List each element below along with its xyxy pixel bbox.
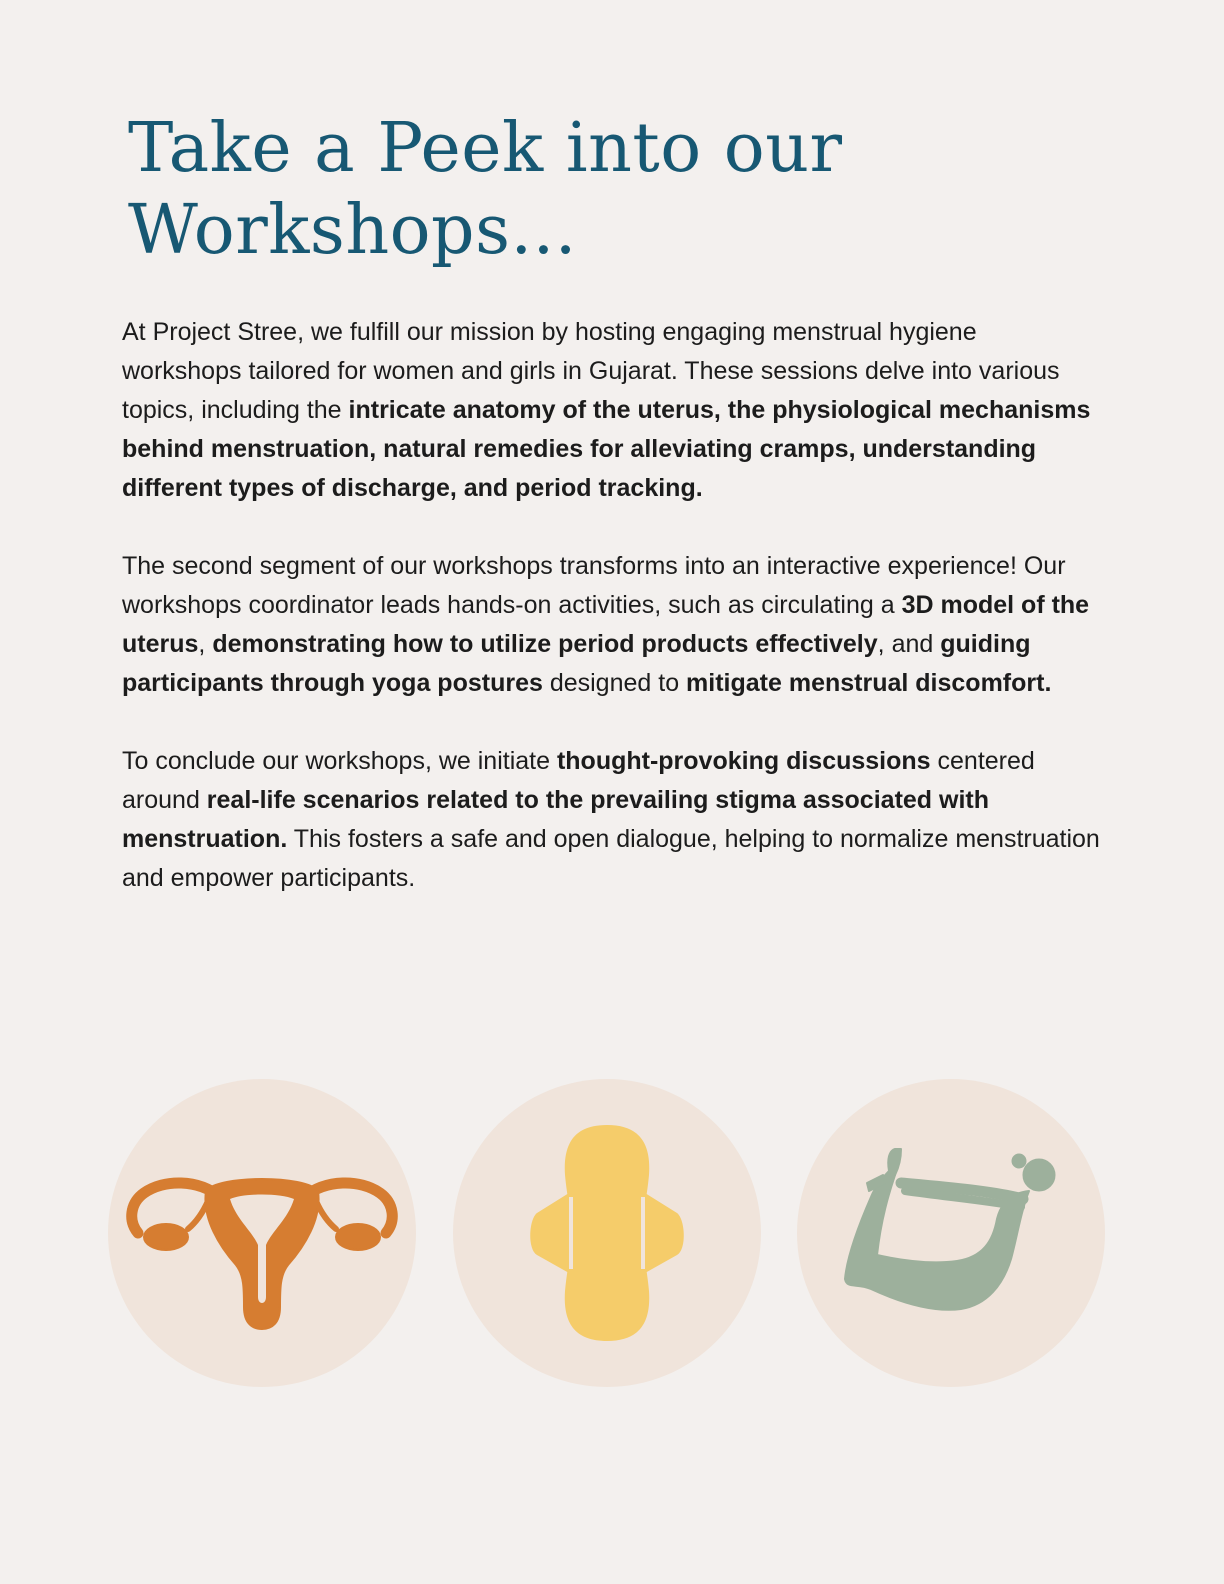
- paragraph-activities: [122, 547, 1102, 703]
- text-run: The second segment of our workshops transforms into an interactive experience! Our workshops coordinator leads hands-on activities, such as circulating a: [122, 552, 1066, 619]
- bold-run: thought-provoking discussions: [556, 747, 931, 775]
- uterus-icon: [108, 1079, 416, 1387]
- page-title: [128, 108, 1028, 272]
- text-run: designed to: [542, 669, 687, 697]
- page-title-line-2: Workshops...: [128, 191, 577, 270]
- text-run: , and: [877, 630, 941, 658]
- bold-run: real-life scenarios related to the prevailing stigma associated with menstruation.: [122, 786, 989, 853]
- text-run: At Project Stree, we fulfill our mission by hosting engaging menstrual hygiene workshops tailored for women and girls in Gujarat. These sessions delve into various topics, including the: [122, 318, 1060, 424]
- uterus-circle: [108, 1079, 416, 1387]
- text-run: This fosters a safe and open dialogue, helping to normalize menstruation and empower participants.: [122, 825, 1100, 892]
- bold-run: guiding participants through yoga postures: [122, 630, 1031, 697]
- bold-run: mitigate menstrual discomfort.: [686, 669, 1052, 697]
- body-text: [122, 313, 1102, 937]
- icon-row: [108, 1079, 1108, 1389]
- paragraph-discussions: [122, 742, 1102, 898]
- sanitary-pad-circle: [453, 1079, 761, 1387]
- bold-run: 3D model of the uterus: [122, 591, 1090, 658]
- bold-run: intricate anatomy of the uterus, the physiological mechanisms behind menstruation, natural remedies for alleviating cramps, understanding different types of discharge, and period tracking.: [122, 396, 1091, 502]
- yoga-circle: [797, 1079, 1105, 1387]
- page-title-line-1: Take a Peek into our: [128, 109, 843, 188]
- text-run: To conclude our workshops, we initiate: [122, 747, 557, 775]
- paragraph-anatomy: [122, 313, 1102, 508]
- bold-run: demonstrating how to utilize period products effectively: [212, 630, 878, 658]
- text-run: ,: [198, 630, 213, 658]
- yoga-bow-pose-icon: [797, 1079, 1105, 1387]
- sanitary-pad-icon: [453, 1079, 761, 1387]
- text-run: centered around: [122, 747, 1035, 814]
